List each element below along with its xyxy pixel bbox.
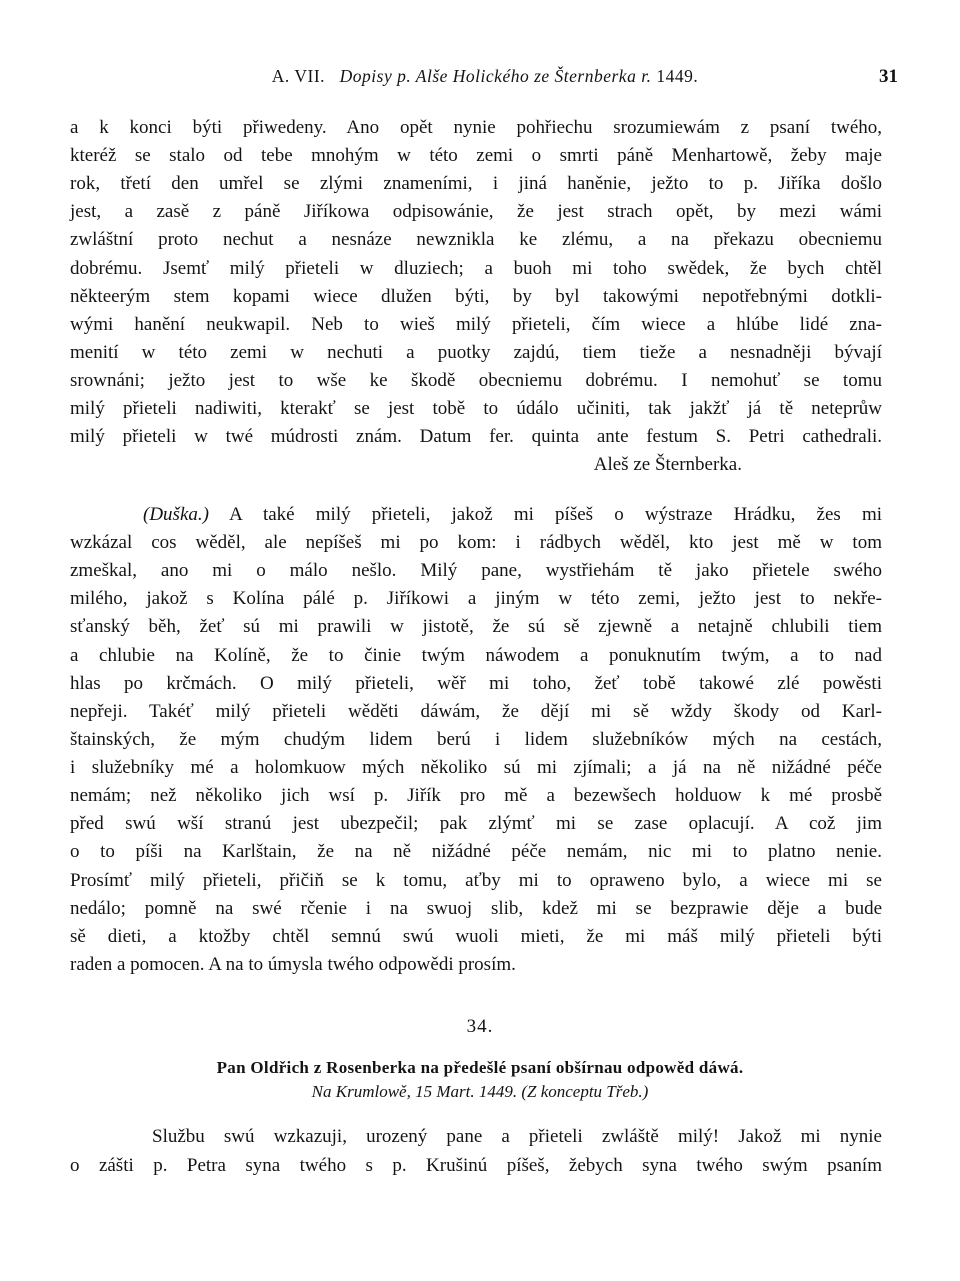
text-line: milého, jakož s Kolína pálé p. Jiříkowi a jiným w této zemi, ježto jest to nekře- — [70, 588, 882, 609]
text-line: nemám; než několiko jich wsí p. Jiřík pro mě a bezewšech holduow k mé prosbě — [70, 785, 882, 806]
header-year: 1449. — [656, 66, 699, 86]
text-line: nepřeji. Takéť milý přieteli wěděti dáwám, že dějí mi sě wždy škody od Karl- — [70, 701, 882, 722]
text-line: Službu swú wzkazuji, urozený pane a přieteli zwláště milý! Jakož mi nynie — [152, 1126, 882, 1147]
postscript-first-line-text: A také milý přieteli, jakož mi píšeš o wýstraze Hrádku, žes mi — [229, 504, 882, 525]
text-line: dobrému. Jsemť milý přieteli w dluziech; a buoh mi toho swědek, že bych chtěl — [70, 258, 882, 279]
postscript-label: (Duška.) — [143, 504, 209, 525]
text-line: o to píši na Karlštain, že na ně nižádné péče nemám, nic mi to platno nenie. — [70, 841, 882, 862]
text-line: wzkázal cos wěděl, ale nepíšeš mi po kom: i rádbych wěděl, kto jest mě w tom — [70, 532, 882, 553]
section-heading: Pan Oldřich z Rosenberka na předešlé psaní obšírnau odpowěd dáwá. — [216, 1058, 744, 1077]
text-line: raden a pomocen. A na to úmysla twého odpowědi prosím. — [70, 954, 516, 975]
text-line: sě dieti, a ktožby chtěl semnú swú wuoli mieti, že mi máš milý přieteli býti — [70, 926, 882, 947]
section-subheading: Na Krumlowě, 15 Mart. 1449. (Z konceptu Třeb.) — [311, 1082, 649, 1101]
page-number: 31 — [879, 66, 898, 87]
text-line: i služebníky mé a holomkuow mých několiko sú mi zjímali; a já na ně nižádné péče — [70, 757, 882, 778]
text-line: před swú wší stranú jest ubezpečil; pak zlýmť mi se zase oplacují. A což jim — [70, 813, 882, 834]
text-line: srownáni; ježto jest to wše ke škodě obecniemu dobrému. I nemohuť se tomu — [70, 370, 882, 391]
text-line: nedálo; pomně na swé rčenie i na swuoj slib, kdež mi se bezprawie děje a bude — [70, 898, 882, 919]
text-line: někteerým stem kopami wiece dlužen býti, by byl takowými nepotřebnými dotkli- — [70, 286, 882, 307]
text-line: zwláštní proto nechut a nesnáze newznikla ke zlému, a na překazu obecniemu — [70, 229, 882, 250]
text-line: milý přieteli nadiwiti, kterakť se jest tobě to údálo učiniti, tak jakžť já tě neteprůw — [70, 398, 882, 419]
header-title — [70, 66, 900, 87]
postscript-first-line — [143, 502, 882, 528]
text-line: Prosímť milý přieteli, přičiň se k tomu, aťby mi to opraweno bylo, a wiece mi se — [70, 870, 882, 891]
header-section: A. VII. — [271, 66, 326, 86]
text-line: wými hanění neukwapil. Neb to wieš milý přieteli, čím wiece a hlúbe lidé zna- — [70, 314, 882, 335]
text-line: rok, třetí den umřel se zlými znameními, i jiná haněnie, ježto to p. Jiříka došlo — [70, 173, 882, 194]
running-header — [70, 66, 900, 96]
signature: Aleš ze Šternberka. — [593, 454, 742, 475]
text-line: zmeškal, ano mi o málo nešlo. Milý pane, wystřiehám tě jako přietele swého — [70, 560, 882, 581]
text-line: štainských, že mým chudým lidem berú i lidem služebníków mých na cestách, — [70, 729, 882, 750]
text-line: hlas po krčmách. O milý přieteli, wěř mi toho, žeť tobě takowé zlé powěsti — [70, 673, 882, 694]
text-line: menití w této zemi w nechuti a puotky zajdú, tiem tieže a nesnadněji bývají — [70, 342, 882, 363]
text-line: milý přieteli w twé múdrosti znám. Datum fer. quinta ante festum S. Petri cathedrali. — [70, 426, 882, 447]
text-line: sťanský běh, žeť sú mi prawili w jistotě, že sú sě zjewně a netajně chlubili tiem — [70, 616, 882, 637]
section-number: 34. — [466, 1016, 494, 1037]
text-line: jest, a zasě z páně Jiříkowa odpisowánie, že jest strach opět, by mezi wámi — [70, 201, 882, 222]
text-line: kteréž se stalo od tebe mnohým w této zemi o smrti páně Menhartowě, žeby maje — [70, 145, 882, 166]
text-line: o zášti p. Petra syna twého s p. Krušinú píšeš, žebych syna twého swým psaním — [70, 1155, 882, 1176]
text-line: a chlubie na Kolíně, že to činie twým náwodem a ponuknutím twým, a to nad — [70, 645, 882, 666]
header-title-italic: Dopisy p. Alše Holického ze Šternberka r. — [339, 66, 652, 86]
text-line: a k konci býti přiwedeny. Ano opět nynie pohřiechu srozumiewám z psaní twého, — [70, 117, 882, 138]
